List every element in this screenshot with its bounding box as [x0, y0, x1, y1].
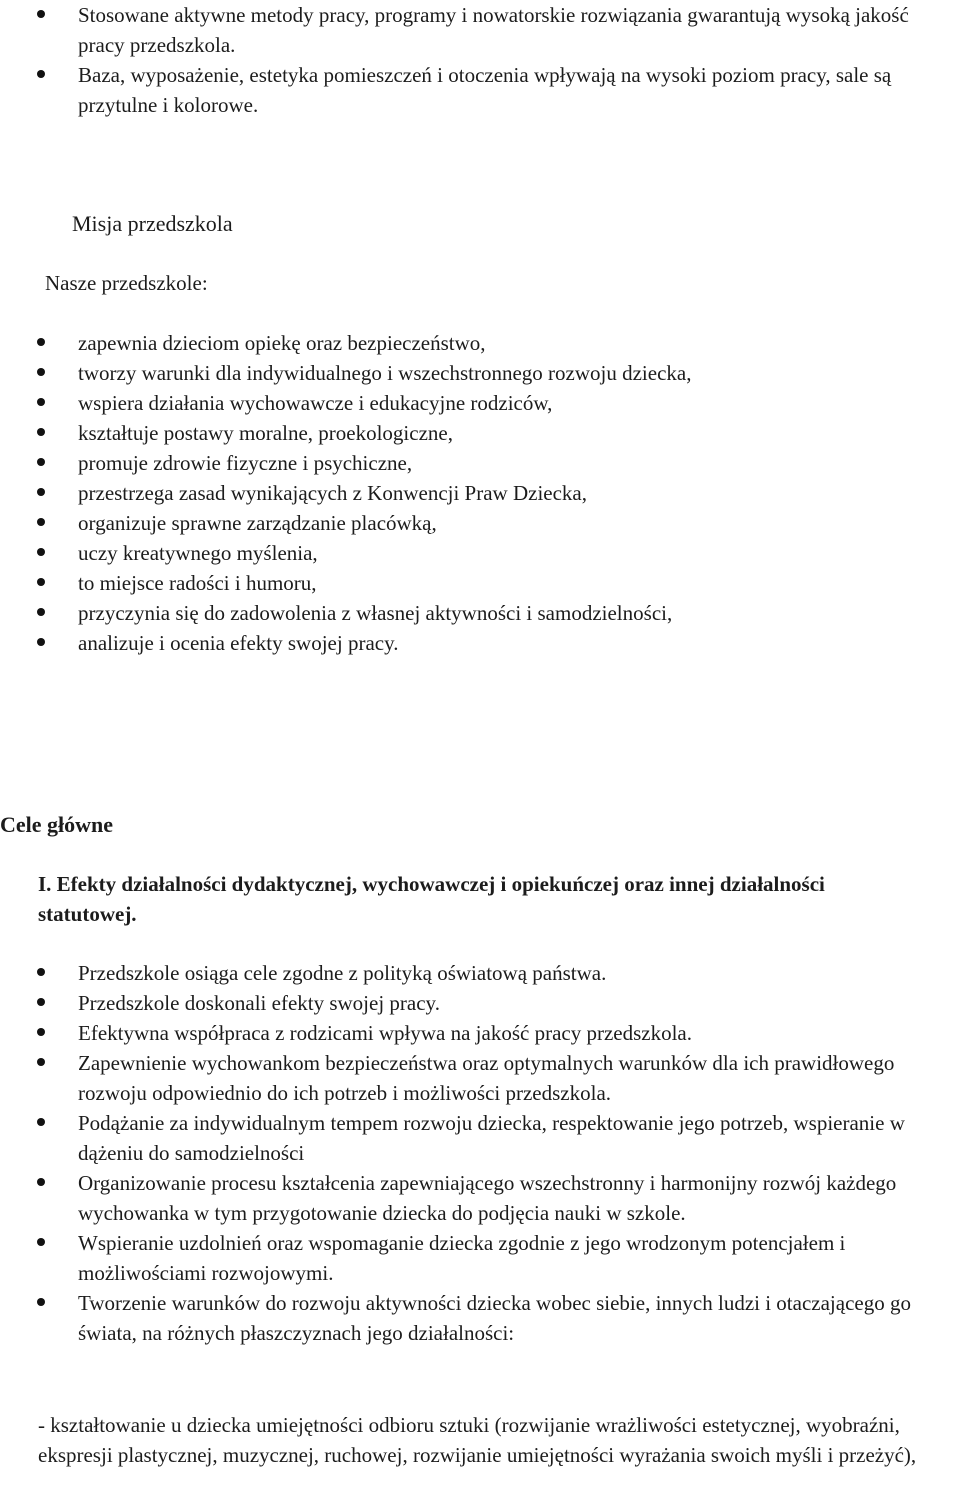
list-item [0, 628, 900, 658]
bullet-icon [37, 428, 45, 436]
bullet-icon [37, 1238, 45, 1246]
list-item-text: kształtuje postawy moralne, proekologiczne, [78, 421, 453, 445]
list-item-text: Baza, wyposażenie, estetyka pomieszczeń i otoczenia wpływają na wysoki poziom pracy, sale są przytulne i kolorowe. [78, 63, 892, 117]
list-item-text: Przedszkole doskonali efekty swojej pracy. [78, 991, 440, 1015]
list-item-text: Organizowanie procesu kształcenia zapewniającego wszechstronny i harmonijny rozwój każdego wychowanka w tym przygotowanie dziecka do podjęcia nauki w szkole. [78, 1171, 897, 1225]
list-item [0, 1108, 940, 1168]
bullet-icon [37, 638, 45, 646]
list-item [0, 388, 900, 418]
list-item [0, 1228, 940, 1288]
bullet-icon [37, 70, 45, 78]
bullet-icon [37, 1178, 45, 1186]
bullet-icon [37, 578, 45, 586]
list-item-text: Przedszkole osiąga cele zgodne z polityką oświatową państwa. [78, 961, 607, 985]
bullet-icon [37, 488, 45, 496]
list-item-text: przyczynia się do zadowolenia z własnej aktywności i samodzielności, [78, 601, 673, 625]
list-item [0, 328, 900, 358]
list-item [0, 538, 900, 568]
list-item [0, 418, 900, 448]
bullet-icon [37, 1118, 45, 1126]
list-item [0, 478, 900, 508]
list-item-text: Stosowane aktywne metody pracy, programy i nowatorskie rozwiązania gwarantują wysoką jakość pracy przedszkola. [78, 3, 909, 57]
list-item-text: tworzy warunki dla indywidualnego i wszechstronnego rozwoju dziecka, [78, 361, 692, 385]
bullet-icon [37, 368, 45, 376]
list-item [0, 1018, 940, 1048]
list-item [0, 1048, 940, 1108]
list-item-text: to miejsce radości i humoru, [78, 571, 317, 595]
list-item [0, 448, 900, 478]
list-item [0, 958, 940, 988]
list-item-text: wspiera działania wychowawcze i edukacyjne rodziców, [78, 391, 553, 415]
section-heading-text: I. Efekty działalności dydaktycznej, wychowawczej i opiekuńczej oraz innej działalności statutowej. [38, 872, 825, 926]
mission-title: Misja przedszkola [72, 211, 233, 236]
list-item [0, 988, 940, 1018]
bullet-icon [37, 518, 45, 526]
bullet-icon [37, 968, 45, 976]
bullet-icon [37, 10, 45, 18]
list-item [0, 60, 940, 120]
bullet-icon [37, 338, 45, 346]
list-item-text: Wspieranie uzdolnień oraz wspomaganie dziecka zgodnie z jego wrodzonym potencjałem i możliwościami rozwojowymi. [78, 1231, 846, 1285]
list-item [0, 598, 900, 628]
list-item [0, 1288, 940, 1348]
goals-title: Cele główne [0, 812, 114, 837]
bullet-icon [37, 458, 45, 466]
list-item-text: Zapewnienie wychowankom bezpieczeństwa oraz optymalnych warunków dla ich prawidłowego rozwoju odpowiednio do ich potrzeb i możliwości przedszkola. [78, 1051, 895, 1105]
bullet-icon [37, 608, 45, 616]
list-item-text: promuje zdrowie fizyczne i psychiczne, [78, 451, 413, 475]
section-heading [38, 869, 918, 929]
mission-subtitle: Nasze przedszkole: [45, 271, 208, 295]
bullet-icon [37, 1298, 45, 1306]
list-item-text: Podążanie za indywidualnym tempem rozwoju dziecka, respektowanie jego potrzeb, wspieranie w dążeniu do samodzielności [78, 1111, 905, 1165]
bullet-icon [37, 398, 45, 406]
bullet-icon [37, 548, 45, 556]
bullet-icon [37, 998, 45, 1006]
list-item [0, 358, 900, 388]
list-item-text: zapewnia dzieciom opiekę oraz bezpieczeństwo, [78, 331, 486, 355]
top-bullet-list [0, 0, 940, 120]
list-item-text: organizuje sprawne zarządzanie placówką, [78, 511, 437, 535]
mission-list [0, 328, 900, 658]
bullet-icon [37, 1058, 45, 1066]
goals-list [0, 958, 940, 1348]
list-item-text: przestrzega zasad wynikających z Konwencji Praw Dziecka, [78, 481, 588, 505]
list-item-text: Efektywna współpraca z rodzicami wpływa na jakość pracy przedszkola. [78, 1021, 692, 1045]
bullet-icon [37, 1028, 45, 1036]
list-item-text: uczy kreatywnego myślenia, [78, 541, 318, 565]
list-item [0, 568, 900, 598]
list-item-text: Tworzenie warunków do rozwoju aktywności dziecka wobec siebie, innych ludzi i otaczającego go świata, na różnych płaszczyznach jego działalności: [78, 1291, 911, 1345]
list-item [0, 0, 940, 60]
list-item-text: analizuje i ocenia efekty swojej pracy. [78, 631, 399, 655]
dash-paragraph: - kształtowanie u dziecka umiejętności odbioru sztuki (rozwijanie wrażliwości estetycznej, wyobraźni, ekspresji plastycznej, muzycznej, ruchowej, rozwijanie umiejętności wyrażania swoich myśli i przeżyć), [38, 1413, 917, 1467]
list-item [0, 1168, 940, 1228]
list-item [0, 508, 900, 538]
